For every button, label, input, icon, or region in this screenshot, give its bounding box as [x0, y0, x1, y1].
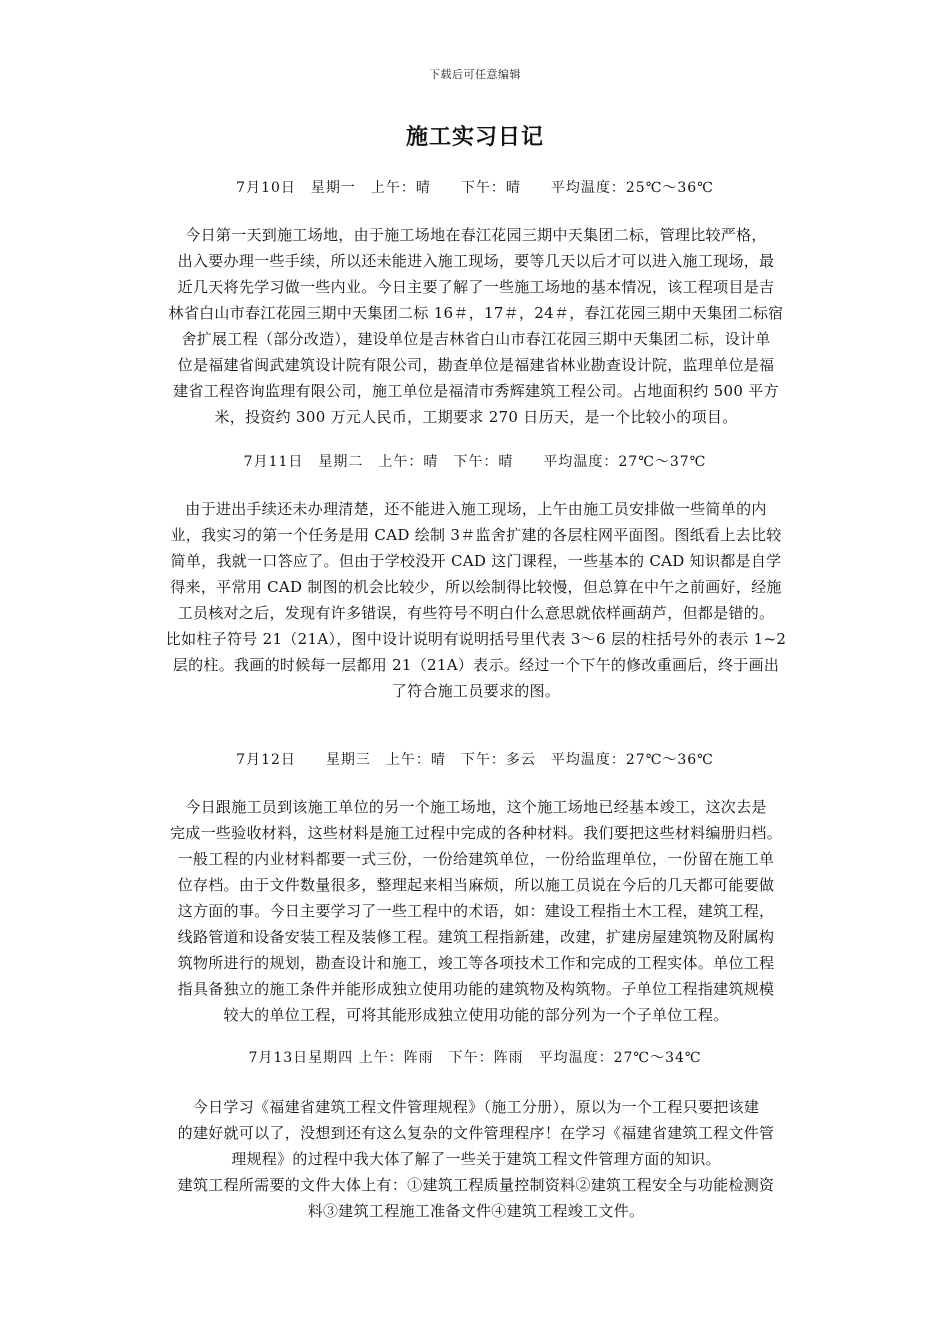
paragraph-line: 工员核对之后，发现有许多错误，有些符号不明白什么意思就依样画葫芦，但都是错的。: [177, 604, 775, 622]
paragraph-line: 位是福建省闽武建筑设计院有限公司，勘查单位是福建省林业勘查设计院，监理单位是福: [177, 356, 775, 374]
paragraph-line: 比如柱子符号 21（21A），图中设计说明有说明括号里代表 3～6 层的柱括号外的表示 1~2: [165, 630, 787, 648]
paragraph-line: 简单，我就一口答应了。但由于学校没开 CAD 这门课程，一些基本的 CAD 知识都是自学: [170, 552, 782, 570]
entry-heading: 7月12日 星期三 上午：晴 下午：多云 平均温度：27℃～36℃: [236, 752, 714, 768]
entry-paragraph: [145, 496, 807, 704]
paragraph-line: 位存档。由于文件数量很多，整理起来相当麻烦，所以施工员说在今后的几天都可能要做: [177, 876, 775, 894]
paragraph-line: 林省白山市春江花园三期中天集团二标 16＃，17＃，24＃，春江花园三期中天集团二标宿: [168, 304, 784, 322]
paragraph-line: 较大的单位工程，可将其能形成独立使用功能的部分列为一个子单位工程。: [223, 1006, 729, 1024]
entry-paragraph: [145, 222, 807, 430]
paragraph-line: 得来，平常用 CAD 制图的机会比较少，所以绘制得比较慢，但总算在中午之前画好，经施: [170, 578, 782, 596]
paragraph-line: 指具备独立的施工条件并能形成独立使用功能的建筑物及构筑物。子单位工程指建筑规模: [177, 980, 775, 998]
entry-heading: 7月11日 星期二 上午：晴 下午：晴 平均温度：27℃～37℃: [243, 454, 707, 470]
paragraph-line: 这方面的事。今日主要学习了一些工程中的术语，如：建设工程指土木工程，建筑工程，: [177, 902, 775, 920]
paragraph-line: 业，我实习的第一个任务是用 CAD 绘制 3＃监舍扩建的各层柱网平面图。图纸看上去比较: [170, 526, 782, 544]
paragraph-line: 由于进出手续还未办理清楚，还不能进入施工现场，上午由施工员安排做一些简单的内: [185, 500, 767, 518]
paragraph-line: 米，投资约 300 万元人民币，工期要求 270 日历天，是一个比较小的项目。: [214, 408, 738, 426]
paragraph-line: 建省工程咨询监理有限公司，施工单位是福清市秀辉建筑工程公司。占地面积约 500 平方: [173, 382, 779, 400]
paragraph-line: 出入要办理一些手续，所以还未能进入施工现场，要等几天以后才可以进入施工现场，最: [177, 252, 775, 270]
entry-heading: 7月13日星期四 上午：阵雨 下午：阵雨 平均温度：27℃～34℃: [248, 1050, 702, 1066]
entry-heading: 7月10日 星期一 上午：晴 下午：晴 平均温度：25℃～36℃: [236, 180, 714, 196]
paragraph-line: 层的柱。我画的时候每一层都用 21（21A）表示。经过一个下午的修改重画后，终于画出: [172, 656, 780, 674]
paragraph-line: 一般工程的内业材料都要一式三份，一份给建筑单位，一份给监理单位，一份留在施工单: [177, 850, 775, 868]
entry-paragraph: [145, 794, 807, 1028]
paragraph-line: 的建好就可以了，没想到还有这么复杂的文件管理程序！在学习《福建省建筑工程文件管: [177, 1124, 775, 1142]
document-title: 施工实习日记: [405, 125, 544, 150]
paragraph-line: 了符合施工员要求的图。: [391, 682, 561, 700]
paragraph-line: 料③建筑工程施工准备文件④建筑工程竣工文件。: [307, 1202, 645, 1220]
paragraph-line: 舍扩展工程（部分改造），建设单位是吉林省白山市春江花园三期中天集团二标，设计单: [181, 330, 771, 348]
paragraph-line: 线路管道和设备安装工程及装修工程。建筑工程指新建，改建，扩建房屋建筑物及附属构: [177, 928, 775, 946]
entry-paragraph: [145, 1094, 807, 1224]
paragraph-line: 完成一些验收材料，这些材料是施工过程中完成的各种材料。我们要把这些材料编册归档。: [169, 824, 782, 842]
paragraph-line: 近几天将先学习做一些内业。今日主要了解了一些施工场地的基本情况，该工程项目是吉: [177, 278, 775, 296]
paragraph-line: 今日跟施工员到该施工单位的另一个施工场地，这个施工场地已经基本竣工，这次去是: [185, 798, 767, 816]
paragraph-line: 建筑工程所需要的文件大体上有：①建筑工程质量控制资料②建筑工程安全与功能检测资: [177, 1176, 775, 1194]
header-note: 下载后可任意编辑: [429, 68, 521, 81]
paragraph-line: 理规程》的过程中我大体了解了一些关于建筑工程文件管理方面的知识。: [231, 1150, 721, 1168]
paragraph-line: 今日学习《福建省建筑工程文件管理规程》（施工分册），原以为一个工程只要把该建: [192, 1098, 760, 1116]
paragraph-line: 筑物所进行的规划，勘查设计和施工，竣工等各项技术工作和完成的工程实体。单位工程: [177, 954, 775, 972]
paragraph-line: 今日第一天到施工场地，由于施工场地在春江花园三期中天集团二标，管理比较严格，: [185, 226, 767, 244]
